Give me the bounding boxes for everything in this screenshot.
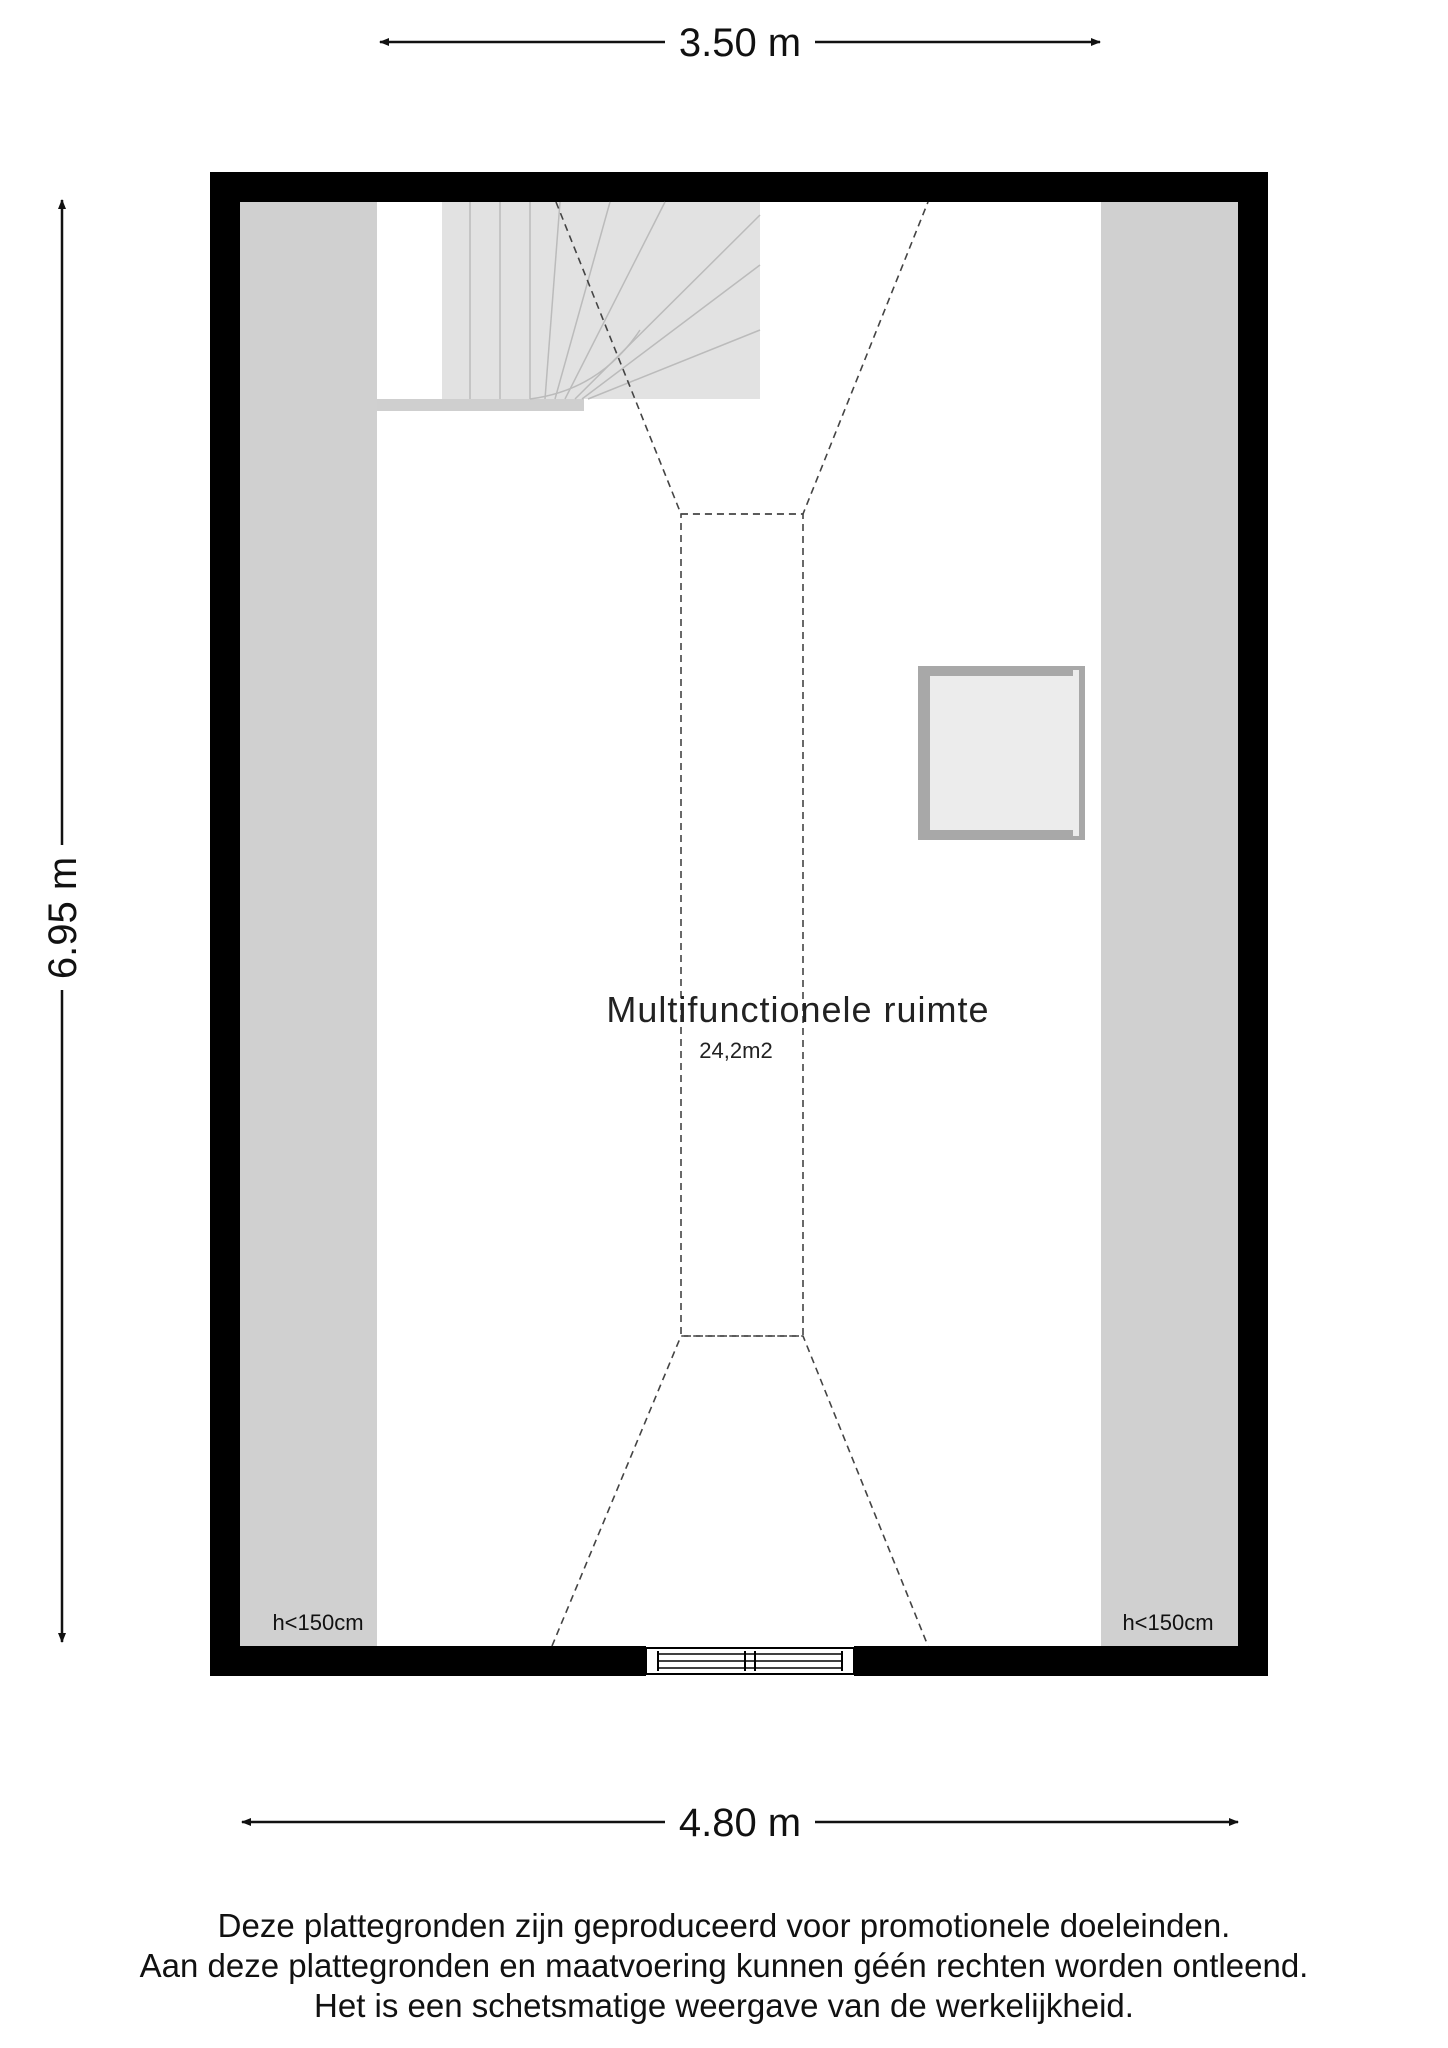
dimension-bottom [242,1801,1238,1845]
disclaimer-line: Het is een schetsmatige weergave van de werkelijkheid. [314,1987,1134,2024]
roof-projection [552,202,928,1646]
disclaimer [0,1906,1448,2026]
window [646,1648,854,1674]
dimension-top-label: 3.50 m [678,21,802,65]
dimension-left-label: 6.95 m [41,856,85,980]
room-area: 24,2m2 [699,1038,773,1063]
dimension-top [380,21,1100,65]
low-ceiling-label-left: h<150cm [272,1610,364,1635]
dimension-left [41,200,85,1642]
dimension-bottom-label: 4.80 m [678,1801,802,1845]
low-ceiling-label-right: h<150cm [1122,1610,1214,1635]
low-ceiling-zone-left [240,202,377,1646]
staircase [377,202,760,411]
low-ceiling-zone-right [1101,202,1238,1646]
disclaimer-line: Aan deze plattegronden en maatvoering kunnen géén rechten worden ontleend. [139,1947,1309,1984]
room-name: Multifunctionele ruimte [606,989,990,1030]
disclaimer-line: Deze plattegronden zijn geproduceerd voor promotionele doeleinden. [217,1907,1231,1944]
skylight [918,666,1085,840]
